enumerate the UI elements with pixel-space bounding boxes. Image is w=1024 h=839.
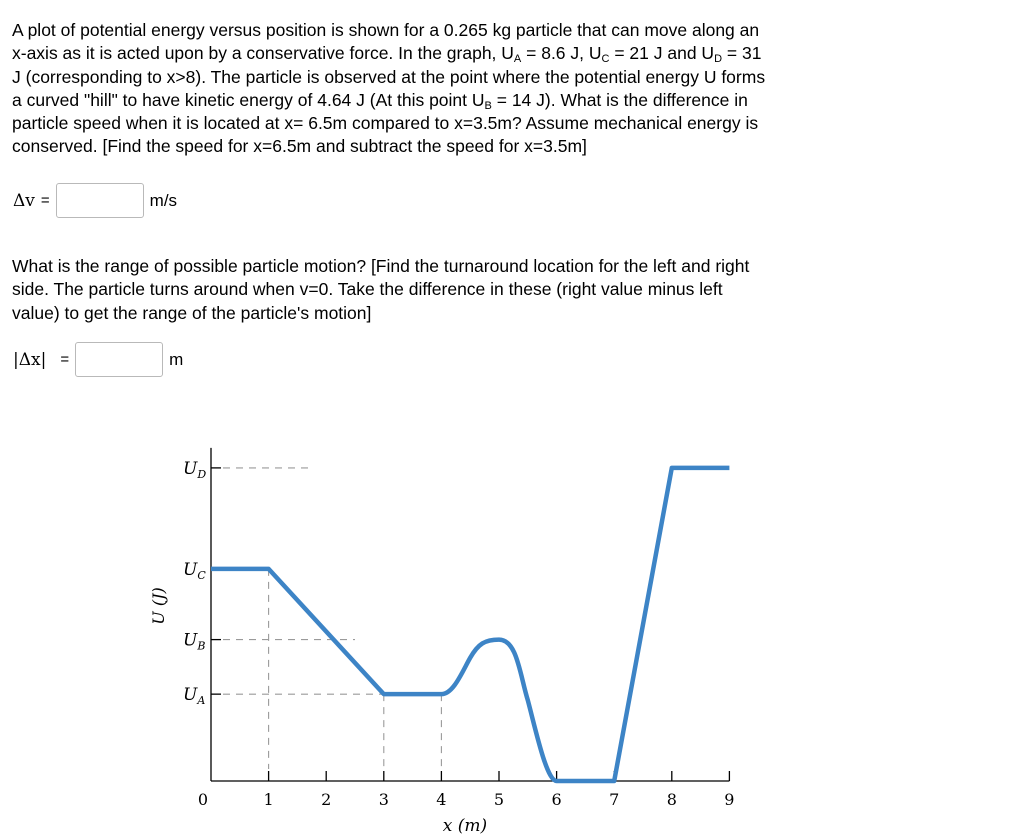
question-2-line: side. The particle turns around when v=0. Take the difference in these (right value minus left [12, 279, 723, 300]
x-tick-label: 4 [436, 790, 447, 809]
question-1-subscript: D [714, 53, 723, 66]
y-level-subscript: B [197, 639, 206, 653]
question-1-subscript: C [601, 53, 610, 66]
y-level-label [183, 459, 206, 481]
y-level-letter: U [183, 559, 198, 580]
delta-v-equals: = [40, 192, 50, 209]
delta-x-label: |Δx| [13, 349, 47, 370]
y-level-subscript: A [197, 694, 206, 708]
y-level-letter: U [183, 685, 198, 706]
y-level-letter: U [183, 630, 198, 651]
x-tick-label: 1 [263, 790, 274, 809]
delta-x-equals: = [60, 351, 70, 368]
question-1-text-run: = 31 [722, 43, 762, 64]
y-axis-label: U (J) [149, 587, 168, 625]
delta-v-label: Δv [13, 190, 35, 211]
x-tick-label: 8 [666, 790, 677, 809]
x-tick-label: 5 [493, 790, 505, 809]
y-level-subscript: D [197, 467, 207, 481]
potential-curve-group [211, 468, 729, 781]
potential-energy-curve [211, 468, 729, 781]
question-1-text-run: a curved "hill" to have kinetic energy of 4.64 J (At this point U [12, 89, 485, 110]
question-1-subscript: B [484, 99, 492, 112]
question-1-text-run: J (corresponding to x>8). The particle is observed at the point where the potential energy U forms [12, 66, 766, 87]
y-level-labels [183, 459, 221, 707]
x-tick-label: 0 [197, 790, 209, 809]
x-tick-label: 6 [551, 790, 562, 809]
question-1-text-run: x-axis as it is acted upon by a conservative force. In the graph, U [12, 43, 514, 64]
x-axis-label: x (m) [442, 816, 488, 836]
question-2-line: What is the range of possible particle motion? [Find the turnaround location for the left and right [12, 256, 750, 276]
x-tick-label: 3 [378, 790, 389, 809]
y-level-label [183, 560, 206, 582]
x-tick-label: 2 [321, 790, 332, 809]
x-tick-label: 7 [609, 790, 620, 809]
y-level-subscript: C [197, 568, 206, 582]
x-tick-label: 9 [724, 790, 735, 809]
guide-lines [223, 468, 441, 769]
delta-v-unit: m/s [149, 190, 178, 210]
x-ticks [198, 771, 735, 809]
question-1-text-run: = 21 J and U [609, 43, 715, 64]
y-level-letter: U [183, 458, 198, 479]
question-1-subscript: A [513, 53, 522, 66]
question-1-text-run: A plot of potential energy versus position is shown for a 0.265 kg particle that can move along an [12, 20, 760, 40]
y-level-label [183, 685, 205, 707]
delta-x-unit: m [169, 349, 184, 369]
question-1-text-run: = 8.6 J, U [521, 43, 602, 64]
question-1-text-run: particle speed when it is located at x= 6.5m compared to x=3.5m? Assume mechanical energy is [12, 113, 759, 134]
chart-axes [211, 448, 729, 781]
question-2-line: value) to get the range of the particle's motion] [12, 302, 372, 323]
question-1-text-run: = 14 J). What is the difference in [491, 89, 748, 110]
question-1-text-run: conserved. [Find the speed for x=6.5m and subtract the speed for x=3.5m] [12, 136, 587, 157]
y-level-label [183, 631, 205, 653]
